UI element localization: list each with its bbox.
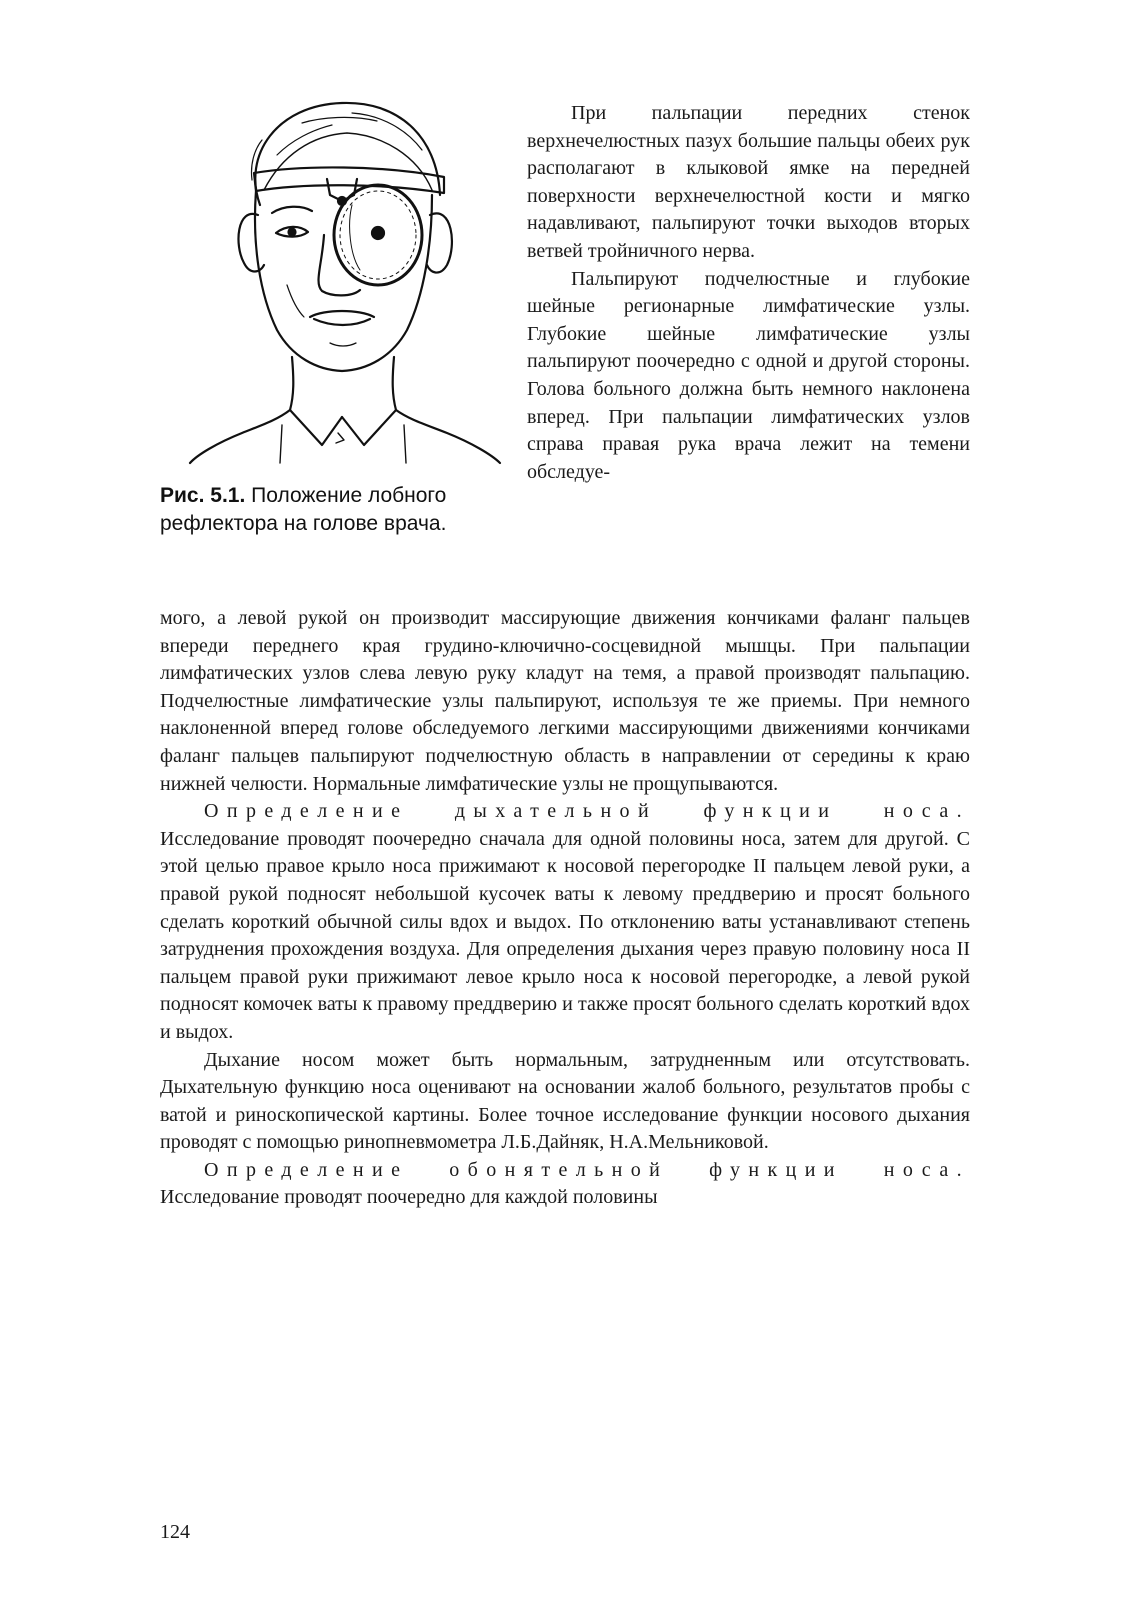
- paragraph-continuation: мого, а левой рукой он производит массирующие движения кончиками фаланг пальцев впереди переднего края грудино-ключично-сосцевидной мышцы. При пальпации лимфатических узлов слева левую руку кладут на темя, а правой производят пальпацию. Подчелюстные лимфатические узлы пальпируют, используя те же приемы. При немного наклоненной вперед голове обследуемого легкими массирующими движениями кончиками фаланг пальцев пальпируют подчелюстную область в направлении от середины к краю нижней челюсти. Нормальные лимфатические узлы не прощупываются.: [160, 607, 970, 795]
- breathing-text: Исследование проводят поочередно сначала для одной половины носа, затем для другой. С этой целью правое крыло носа прижимают к носовой перегородке II пальцем левой руки, а правой рукой подносят небольшой кусочек ваты к левому преддверию и просят больного сделать короткий обычной силы вдох и выдох. По отклонению ваты устанавливают степень затруднения прохождения воздуха. Для определения дыхания через правую половину носа II пальцем правой руки прижимают левое крыло носа к носовой перегородке, а левой рукой подносят комочек ваты к правому преддверию и также просят больного сделать короткий вдох и выдох.: [160, 827, 970, 1043]
- section-heading-breathing: Определение дыхательной функции носа.: [204, 800, 970, 823]
- main-text: [160, 605, 970, 1212]
- paragraph-breathing-function: [160, 798, 970, 1046]
- section-heading-smell: Определение обонятельной функции носа.: [204, 1158, 970, 1181]
- paragraph-palpation-sinuses: При пальпации передних стенок верхнечелюстных пазух большие пальцы обеих рук располагают в клыковой ямке на передней поверхности верхнечелюстной кости и мягко надавливают, пальпируют точки выходов вторых ветвей тройничного нерва.: [527, 102, 970, 262]
- figure-illustration: [182, 95, 507, 465]
- figure-label: Рис. 5.1.: [160, 484, 246, 507]
- page-number: 124: [160, 1521, 190, 1543]
- paragraph-palpation-lymph: Пальпируют подчелюстные и глубокие шейные регионарные лимфатические узлы. Глубокие шейные лимфатические узлы пальпируют поочередно с одной и другой стороны. Голова больного должна быть немного наклонена вперед. При пальпации лимфатических узлов справа правая рука врача лежит на темени обследуе-: [527, 267, 970, 483]
- figure-caption: [160, 482, 505, 538]
- smell-text: Исследование проводят поочередно для каждой половины: [160, 1186, 658, 1209]
- paragraph-smell-function: [160, 1157, 970, 1212]
- paragraph-breathing-evaluation: Дыхание носом может быть нормальным, затрудненным или отсутствовать. Дыхательную функцию носа оценивают на основании жалоб больного, результатов пробы с ватой и риноскопической картины. Более точное исследование функции носового дыхания проводят с помощью ринопневмометра Л.Б.Дайняк, Н.А.Мельниковой.: [160, 1048, 970, 1154]
- doctor-reflector-drawing: [182, 95, 507, 465]
- right-column-text: [527, 100, 970, 486]
- figure-caption-text: Положение лобного рефлектора на голове врача.: [160, 484, 447, 535]
